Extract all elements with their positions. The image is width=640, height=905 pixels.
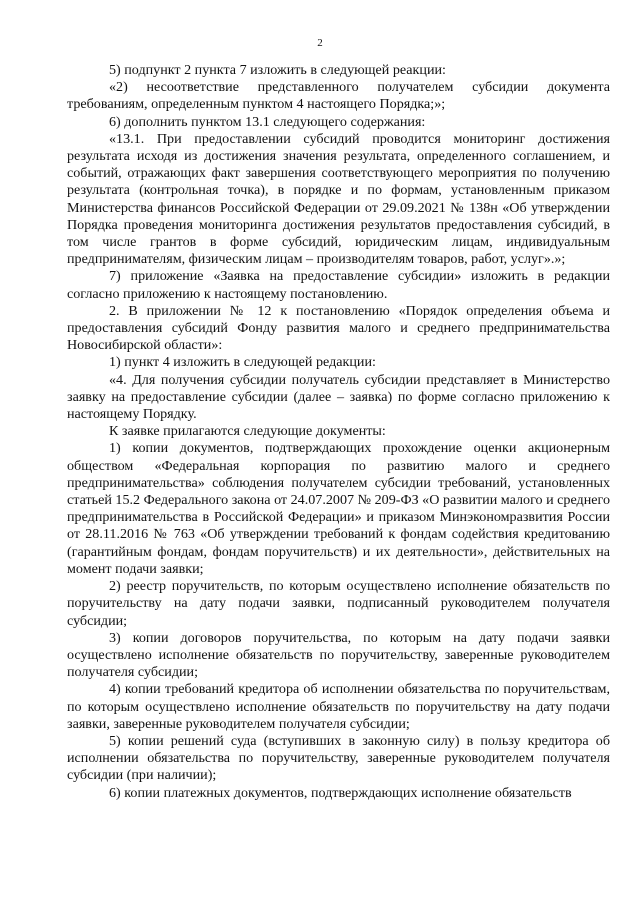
paragraph: К заявке прилагаются следующие документы: xyxy=(109,423,386,440)
paragraph: 6) дополнить пунктом 13.1 следующего содержания: xyxy=(109,113,426,130)
paragraph: 5) подпункт 2 пункта 7 изложить в следующей реакции: xyxy=(109,62,446,78)
paragraph: 5) копии решений суда (вступивших в законную силу) в пользу кредитора об исполнении обязательства по поручительству, заверенные руководителем получателя субсидии (при наличии); xyxy=(67,732,610,784)
paragraph: «2) несоответствие представленного получателем субсидии документа требованиям, определенным пунктом 4 настоящего Порядка;»; xyxy=(67,79,610,113)
paragraph: 7) приложение «Заявка на предоставление субсидии» изложить в редакции согласно приложению к настоящему постановлению. xyxy=(67,268,610,302)
paragraph: «4. Для получения субсидии получатель субсидии представляет в Министерство заявку на предоставление субсидии (далее – заявка) по форме согласно приложению к настоящему Порядку. xyxy=(67,371,610,423)
document-body xyxy=(67,62,610,802)
paragraph: 3) копии договоров поручительства, по которым на дату подачи заявки осуществлено исполнение обязательств по поручительству, заверенные руководителем получателя субсидии; xyxy=(67,629,610,681)
paragraph: 1) пункт 4 изложить в следующей редакции: xyxy=(109,354,376,371)
paragraph: 2. В приложении № 12 к постановлению «Порядок определения объема и предоставления субсидий Фонду развития малого и среднего предпринимательства Новосибирской области»: xyxy=(67,302,610,354)
paragraph: 6) копии платежных документов, подтверждающих исполнение обязательств xyxy=(109,784,572,801)
paragraph: 4) копии требований кредитора об исполнении обязательства по поручительствам, по которым осуществлено исполнение обязательств по поручительству на дату подачи заявки, заверенные руководителем получателя субсидии; xyxy=(67,681,610,732)
paragraph: «13.1. При предоставлении субсидий проводится мониторинг достижения результата исходя из достижения значения результата, определенного соглашением, и событий, отражающих факт завершения соответствующего мероприятия по получению результата (контрольная точка), в порядке и по формам, установленным приказом Министерства финансов Российской Федерации от 29.09.2021 № 138н «Об утверждении Порядка проведения мониторинга достижения результатов предоставления субсидий, в том числе грантов в форме субсидий, юридическим лицам, индивидуальным предпринимателям, физическим лицам – производителям товаров, работ, услуг».»; xyxy=(67,130,610,268)
page-number: 2 xyxy=(317,37,323,49)
paragraph: 2) реестр поручительств, по которым осуществлено исполнение обязательств по поручительству на дату подачи заявки, подписанный руководителем получателя субсидии; xyxy=(67,578,610,629)
paragraph: 1) копии документов, подтверждающих прохождение оценки акционерным обществом «Федеральная корпорация по развитию малого и среднего предпринимательства» соблюдения получателем субсидии требований, установленных статьей 15.2 Федерального закона от 24.07.2007 № 209-ФЗ «О развитии малого и среднего предпринимательства в Российской Федерации» и приказом Минэкономразвития России от 28.11.2016 № 763 «Об утверждении требований к фондам содействия кредитованию (гарантийным фондам, фондам поручительств) и их деятельности», действительных на момент подачи заявки; xyxy=(67,440,610,577)
